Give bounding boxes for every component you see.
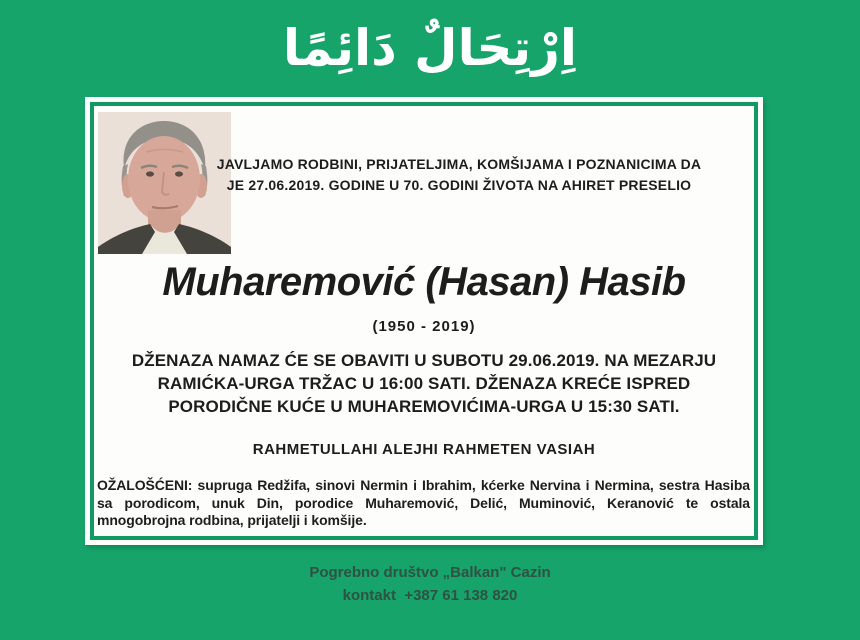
funeral-info-line: DŽENAZA NAMAZ ĆE SE OBAVITI U SUBOTU 29.06.2019. NA MEZARJU — [131, 351, 717, 370]
mourners-text: OŽALOŠĆENI: supruga Redžifa, sinovi Nermin i Ibrahim, kćerke Nervina i Nermina, sestra Hasiba sa porodicom, unuk Din, porodice Muharemović, Delić, Muminović, Keranović te ostala mnogobrojna rodbina, prijatelji i komšije. — [97, 477, 750, 528]
footer-organization: Pogrebno društvo „Balkan" Cazin — [309, 564, 551, 581]
arabic-calligraphy: اِرْتِحَالٌ دَائِمًا — [282, 19, 578, 77]
funeral-info-line: PORODIČNE KUĆE U MUHAREMOVIĆIMA-URGA U 15:30 SATI. — [168, 397, 680, 416]
announcement-line: JAVLJAMO RODBINI, PRIJATELJIMA, KOMŠIJAMA I POZNANICIMA DA — [216, 156, 702, 172]
prayer-text: RAHMETULLAHI ALEJHI RAHMETEN VASIAH — [252, 441, 596, 458]
announcement-line: JE 27.06.2019. GODINE U 70. GODINI ŽIVOTA NA AHIRET PRESELIO — [226, 177, 692, 193]
notice-card — [85, 97, 763, 545]
announcement-text — [203, 154, 715, 196]
life-years: (1950 - 2019) — [372, 318, 476, 335]
footer — [0, 561, 860, 607]
funeral-info-line: RAMIĆKA-URGA TRŽAC U 16:00 SATI. DŽENAZA KREĆE ISPRED — [157, 374, 691, 393]
funeral-info — [99, 349, 749, 418]
footer-contact: kontakt +387 61 138 820 — [342, 587, 518, 604]
deceased-name: Muharemović (Hasan) Hasib — [162, 260, 686, 304]
